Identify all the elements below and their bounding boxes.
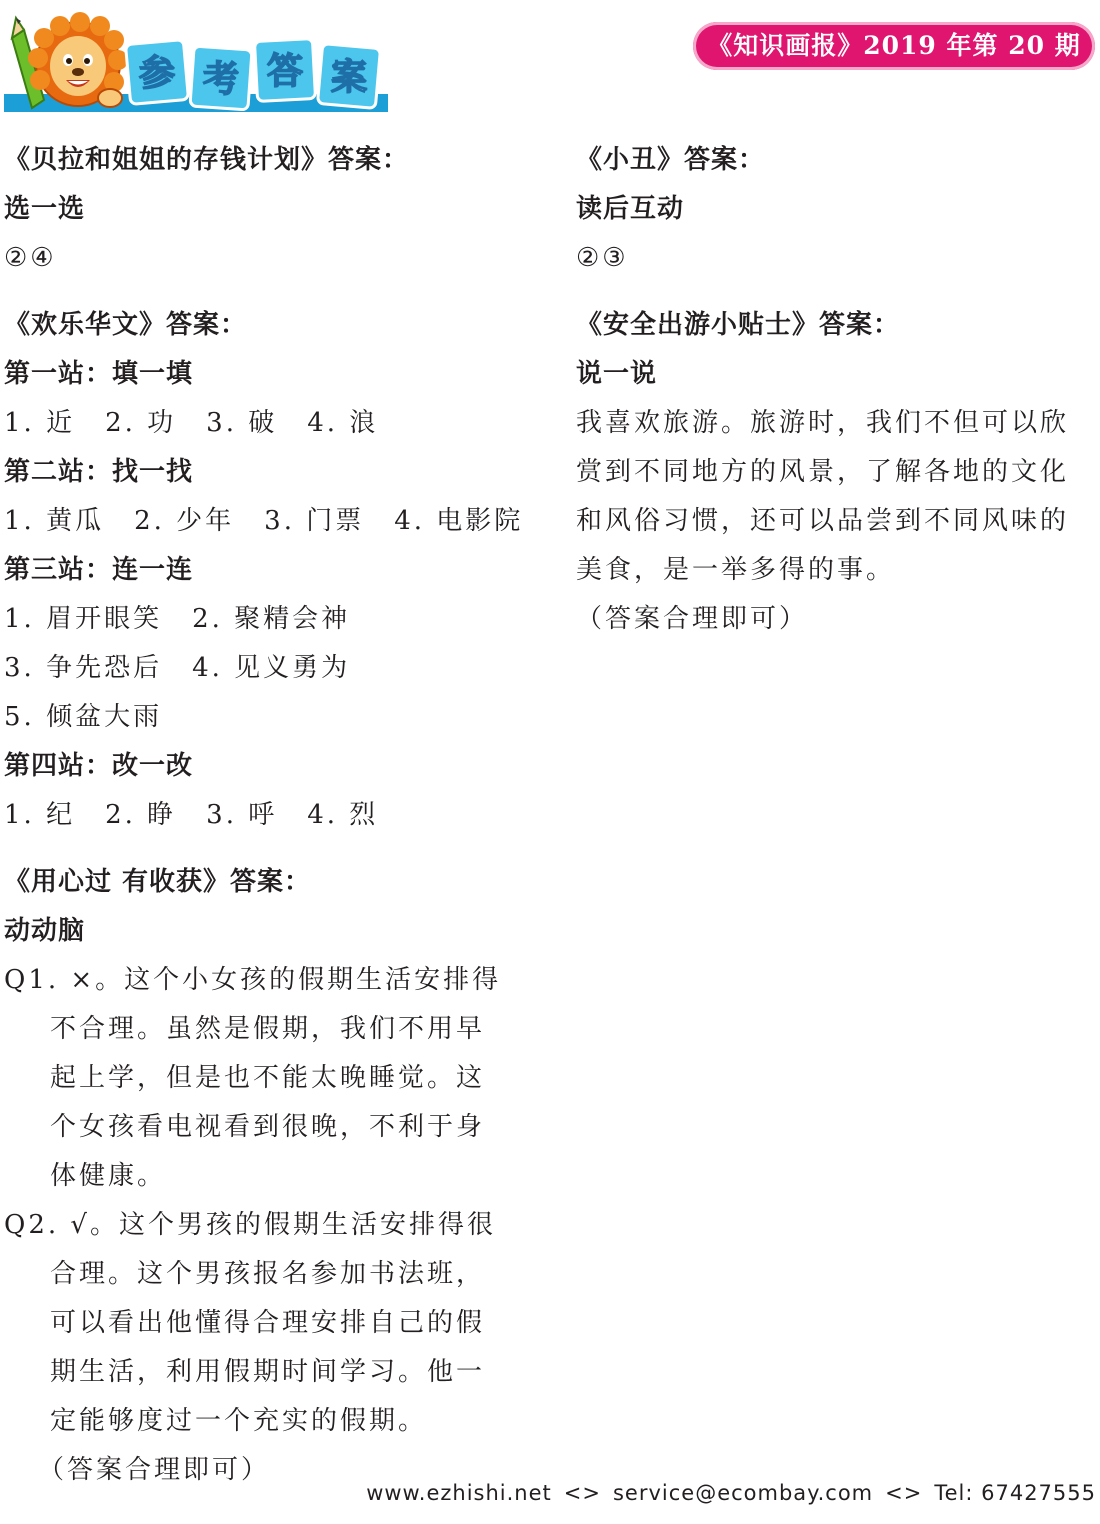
q1-line: 个女孩看电视看到很晚，不利于身 [50,1112,486,1142]
q1-line: 起上学，但是也不能太晚睡觉。这 [50,1063,486,1093]
station-2-title: 第二站：找一找 [4,457,194,487]
section-title-clown: 《小丑》答案： [576,145,766,175]
logo-char-4: 案 [330,57,368,98]
q2-answer [4,1201,544,1446]
q2-line: 定能够度过一个充实的假期。 [50,1406,428,1436]
answer-item: 3. 破 [206,408,278,438]
answer-item: 4. 电影院 [394,506,524,536]
answer-item: 5. 倾盆大雨 [4,702,163,732]
paragraph-line: 美食，是一举多得的事。 [576,555,896,585]
logo-char-3: 答 [266,51,304,92]
footer-contact [366,1476,1096,1510]
q1-line: 体健康。 [50,1161,167,1191]
section-title-yongxin: 《用心过 有收获》答案： [4,867,312,897]
footer-separator: <> [563,1481,601,1505]
station-3-title: 第三站：连一连 [4,555,194,585]
answer-item: 2. 功 [105,408,177,438]
answer-item: 3. 争先恐后 [4,653,163,683]
station-1-answers [4,399,544,448]
paragraph-line: 和风俗习惯，还可以品尝到不同风味的 [576,506,1070,536]
station-3-answers-row2 [4,644,544,693]
right-column [576,136,1096,644]
lion-mascot-icon [28,12,128,107]
station-1-title: 第一站：填一填 [4,359,194,389]
section-sub-choose: 选一选 [4,194,86,224]
paragraph-line: 我喜欢旅游。旅游时，我们不但可以欣 [576,408,1070,438]
left-column [4,136,544,1495]
section-title-bella: 《贝拉和姐姐的存钱计划》答案： [4,145,410,175]
logo-char-2: 考 [202,59,240,100]
station-3-answers-row1 [4,595,544,644]
station-2-answers [4,497,544,546]
section-title-safety: 《安全出游小贴士》答案： [576,310,901,340]
answer-item: 1. 眉开眼笑 [4,604,163,634]
answer-item: 1. 黄瓜 [4,506,105,536]
answer-choose: ②④ [4,243,57,273]
station-3-answers-row3 [4,693,544,742]
station-4-title: 第四站：改一改 [4,751,194,781]
paragraph-line: 赏到不同地方的风景，了解各地的文化 [576,457,1070,487]
answer-note: （答案合理即可） [38,1455,271,1485]
section-sub-read: 读后互动 [576,194,685,224]
station-4-answers [4,791,544,840]
answer-item: 4. 浪 [307,408,379,438]
footer-separator: <> [885,1481,923,1505]
answer-note: （答案合理即可） [576,604,809,634]
q1-line: 不合理。虽然是假期，我们不用早 [50,1014,486,1044]
issue-badge: 《知识画报》2019 年第 20 期 [693,22,1095,70]
answer-item: 3. 门票 [264,506,365,536]
logo-char-1: 参 [138,53,176,94]
q2-line: 合理。这个男孩报名参加书法班， [50,1259,486,1289]
section-sub-brain: 动动脑 [4,916,86,946]
answer-item: 1. 近 [4,408,76,438]
answer-item: 4. 见义勇为 [192,653,351,683]
answer-read: ②③ [576,243,629,273]
section-title-huawen: 《欢乐华文》答案： [4,310,248,340]
answer-key-logo [4,8,388,112]
section-sub-speak: 说一说 [576,359,658,389]
telephone: Tel: 67427555 [934,1481,1096,1505]
website-link[interactable]: www.ezhishi.net [366,1481,552,1505]
q1-line: Q1. ×。这个小女孩的假期生活安排得 [4,965,502,995]
email-link[interactable]: service@ecombay.com [612,1481,874,1505]
answer-item: 1. 纪 [4,800,76,830]
answer-item: 2. 睁 [105,800,177,830]
q1-answer [4,956,544,1201]
answer-item: 4. 烈 [307,800,379,830]
q2-line: 可以看出他懂得合理安排自己的假 [50,1308,486,1338]
q2-line: 期生活，利用假期时间学习。他一 [50,1357,486,1387]
answer-item: 2. 少年 [134,506,235,536]
answer-item: 2. 聚精会神 [192,604,351,634]
answer-item: 3. 呼 [206,800,278,830]
q2-line: Q2. √。这个男孩的假期生活安排得很 [4,1210,496,1240]
